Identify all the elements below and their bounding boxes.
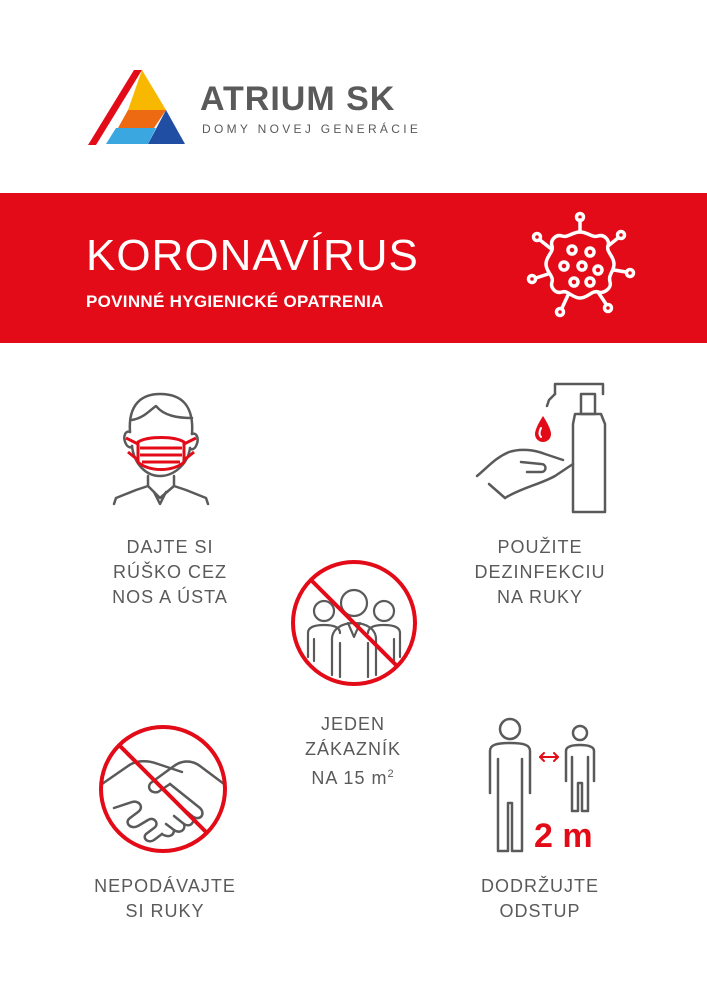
mask-label: DAJTE SI RÚŠKO CEZ NOS A ÚSTA [112,537,228,607]
no-crowd-icon [288,557,420,689]
virus-icon [524,210,636,322]
sanitizer-label: POUŽITE DEZINFEKCIU NA RUKY [474,537,606,607]
banner-title: KORONAVÍRUS [86,231,419,280]
customer-limit-text: JEDEN ZÁKAZNÍK NA 15 m [304,714,401,788]
hand-sanitizer-icon [475,380,615,516]
face-mask-icon [108,388,214,506]
distance-label: DODRŽUJTE ODSTUP [481,876,599,921]
unit-exponent: 2 [387,768,395,780]
brand-tagline: DOMY NOVEJ GENERÁCIE [202,122,422,136]
brand-name: ATRIUM SK [200,80,396,118]
distance-value: 2 m [534,817,593,855]
no-handshake-icon [96,722,230,856]
customer-limit-label [243,712,463,791]
banner-subtitle: POVINNÉ HYGIENICKÉ OPATRENIA [86,292,384,311]
handshake-label: NEPODÁVAJTE SI RUKY [94,876,236,921]
